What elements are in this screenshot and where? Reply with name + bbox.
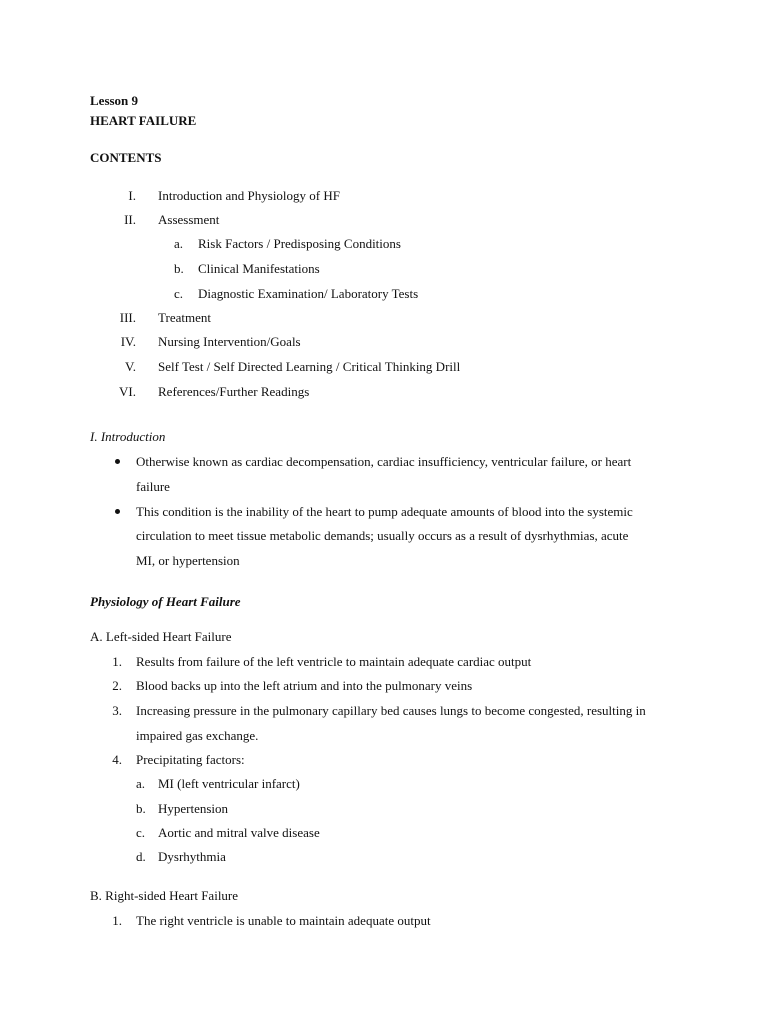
factor-letter: c. [136, 825, 146, 840]
list-item-number: 2. [112, 678, 122, 693]
contents-subitem-text: Clinical Manifestations [198, 261, 320, 276]
factor-letter: a. [136, 776, 146, 791]
contents-item-number: II. [124, 212, 136, 227]
page-title: HEART FAILURE [90, 113, 197, 128]
list-item-number: 1. [112, 654, 122, 669]
contents-item-number: III. [119, 310, 136, 325]
contents-item-number: V. [125, 359, 136, 374]
list-item-text: Precipitating factors: [136, 752, 245, 767]
list-item-text: The right ventricle is unable to maintain adequate output [136, 913, 431, 928]
contents-item-number: VI. [119, 384, 136, 399]
contents-subitem-text: Risk Factors / Predisposing Conditions [198, 236, 401, 251]
contents-item-number: I. [128, 188, 136, 203]
list-item-number: 1. [112, 913, 122, 928]
intro-bullet-text: Otherwise known as cardiac decompensation, cardiac insufficiency, ventricular failure, or heart [136, 454, 632, 469]
contents-subitem-text: Diagnostic Examination/ Laboratory Tests [198, 286, 419, 301]
intro-bullet-text: failure [136, 479, 170, 494]
contents-heading: CONTENTS [90, 150, 162, 165]
contents-item-text: References/Further Readings [158, 384, 310, 399]
factor-letter: b. [136, 801, 146, 816]
factor-text: MI (left ventricular infarct) [158, 776, 300, 791]
lesson-number: Lesson 9 [90, 93, 139, 108]
contents-item-text: Nursing Intervention/Goals [158, 334, 301, 349]
contents-item-number: IV. [120, 334, 136, 349]
left-sided-heading: A. Left-sided Heart Failure [90, 629, 232, 644]
list-item-text: Results from failure of the left ventricle to maintain adequate cardiac output [136, 654, 532, 669]
right-sided-heading: B. Right-sided Heart Failure [90, 888, 239, 903]
introduction-heading: I. Introduction [90, 429, 166, 444]
intro-bullet-text: This condition is the inability of the heart to pump adequate amounts of blood into the systemic [136, 504, 633, 519]
list-item-text: Increasing pressure in the pulmonary capillary bed causes lungs to become congested, resulting in [136, 703, 646, 718]
contents-item-text: Self Test / Self Directed Learning / Critical Thinking Drill [158, 359, 461, 374]
intro-bullet-text: MI, or hypertension [136, 553, 240, 568]
intro-bullet-text: circulation to meet tissue metabolic demands; usually occurs as a result of dysrhythmias, acute [136, 528, 629, 543]
bullet-icon [115, 509, 120, 514]
contents-subitem-letter: b. [174, 261, 184, 276]
list-item-number: 4. [112, 752, 122, 767]
list-item-text: Blood backs up into the left atrium and into the pulmonary veins [136, 678, 473, 693]
contents-subitem-letter: a. [174, 236, 184, 251]
factor-text: Dysrhythmia [158, 849, 226, 864]
factor-letter: d. [136, 849, 146, 864]
contents-item-text: Introduction and Physiology of HF [158, 188, 340, 203]
factor-text: Hypertension [158, 801, 229, 816]
physiology-heading: Physiology of Heart Failure [90, 594, 241, 609]
contents-item-text: Treatment [158, 310, 211, 325]
list-item-number: 3. [112, 703, 122, 718]
contents-item-text: Assessment [158, 212, 220, 227]
bullet-icon [115, 459, 120, 464]
contents-subitem-letter: c. [174, 286, 184, 301]
list-item-text: impaired gas exchange. [136, 728, 259, 743]
factor-text: Aortic and mitral valve disease [158, 825, 320, 840]
